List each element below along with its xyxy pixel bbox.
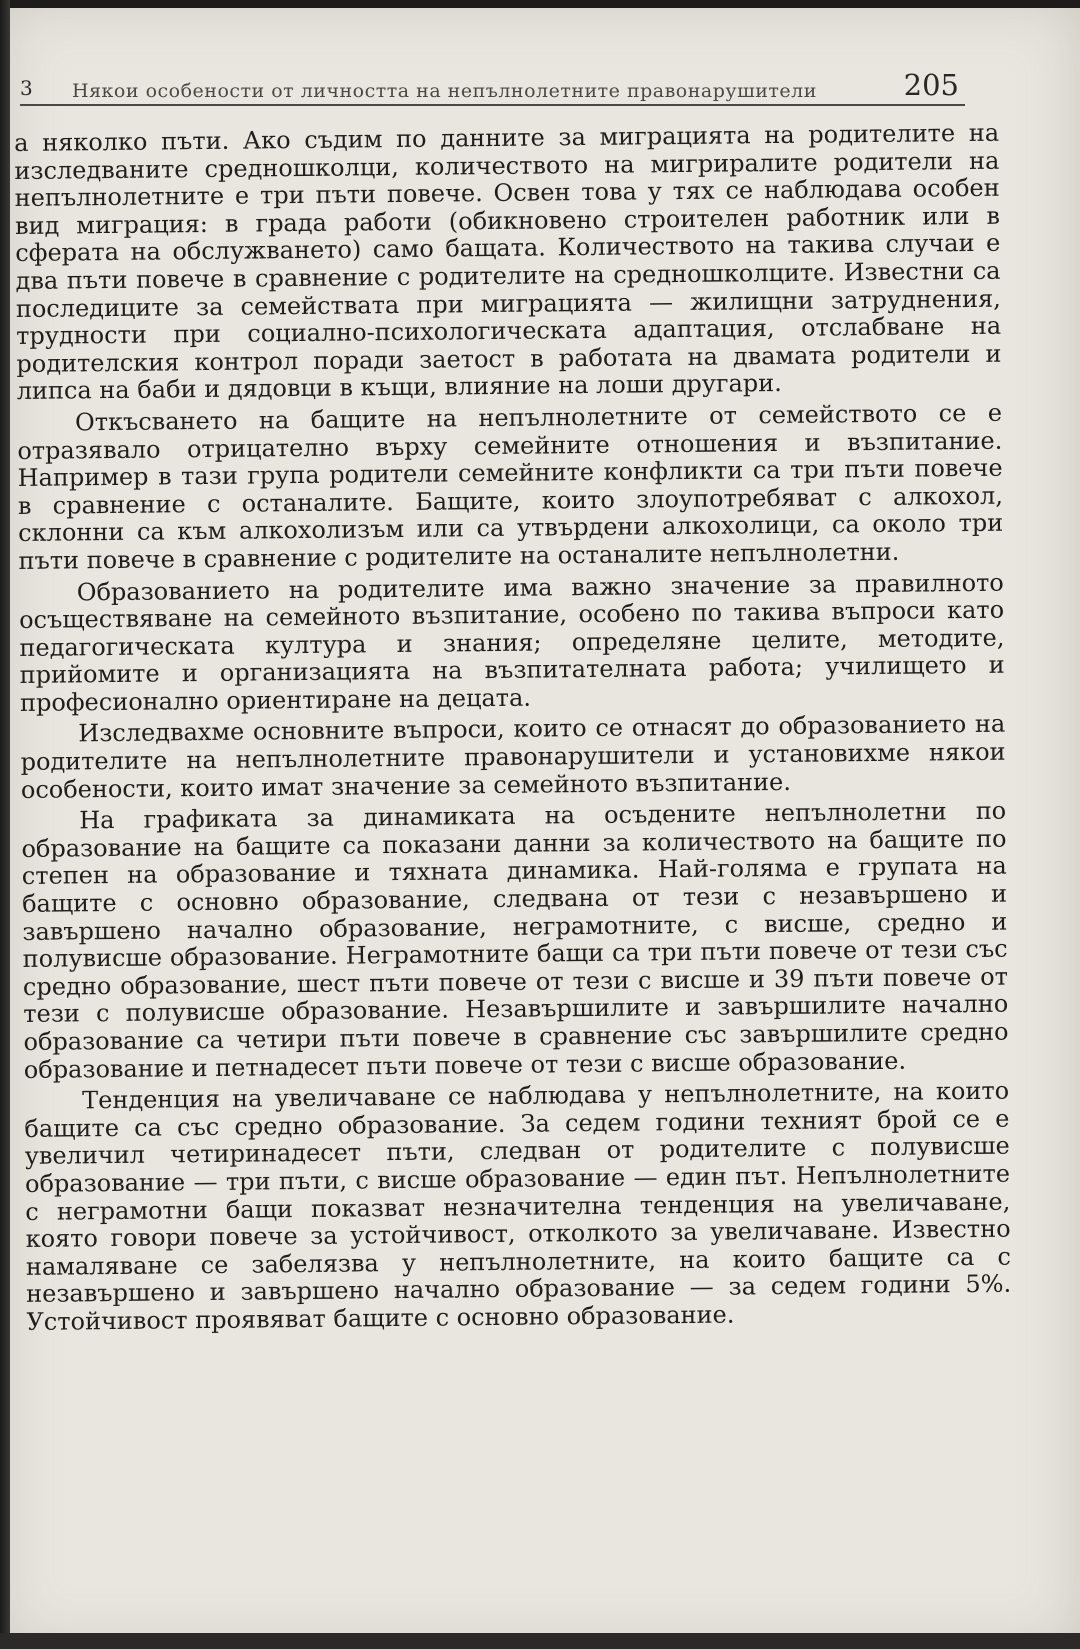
page-bottom-shadow <box>0 1633 1080 1649</box>
paragraph: Изследвахме основните въпроси, които се отнасят до образованието на родителите на непълнолетните правонарушители и установихме някои особености, които имат значение за семейното възпитание. <box>20 710 1006 804</box>
running-title: Някои особености от личността на непълнолетните правонарушители <box>72 80 817 102</box>
paragraph: На графиката за динамиката на осъдените непълнолетни по образование на бащите са показани данни за количеството на бащите по степен на образование и тяхната динамика. Най-голяма е групата на бащите с основно образование, следвана от тези с незавършено и завършено начално образование, неграмотните, с висше, средно и полувисше образование. Неграмотните бащи са три пъти повече от тези със средно образование, шест пъти повече от тези с висше и 39 пъти повече от тези с полувисше образование. Незавършилите и завършилите начално образование са четири пъти повече в сравнение със завършилите средно образование и петнадесет пъти повече от тези с висше образование. <box>21 796 1009 1084</box>
body-text <box>14 120 1012 1341</box>
page-top-shadow <box>0 0 1080 8</box>
header-mark: 3 <box>20 76 33 100</box>
paragraph: Образованието на родителите има важно значение за правилното осъществяване на семейното възпитание, особено по такива въпроси като педагогическата култура и знания; определяне целите, методите, прийомите и организацията на възпитателната работа; училището и професионално ориентиране на децата. <box>18 568 1005 717</box>
paragraph: Тенденция на увеличаване се наблюдава у непълнолетните, на които бащите са със средно образование. За седем години техният брой се е увеличил четиринадесет пъти, следван от родителите с полувисше образование — три пъти, с висше образование — един път. Непълнолетните с неграмотни бащи показват незначителна тенденция на увеличаване, която говори повече за устойчивост, отколкото за увеличаване. Известно намаляване се забелязва у непълнолетните, на които бащите са с незавършено и завършено начално образование — за седем години 5%. Устойчивост проявяват бащите с основно образование. <box>24 1076 1012 1336</box>
paragraph: Откъсването на бащите на непълнолетните от семейството се е отразявало отрицателно върху семейните отношения и възпитание. Например в тази група родители семейните конфликти са три пъти повече в сравнение с останалите. Бащите, които злоупотребяват с алкохол, склонни са към алкохолизъм или са утвърдени алкохолици, са около три пъти повече в сравнение с родителите на останалите непълнолетни. <box>17 398 1004 575</box>
running-header <box>20 66 965 106</box>
paragraph: а няколко пъти. Ако съдим по данните за миграцията на родителите на изследваните средношколци, количеството на мигриралите родители на непълнолетните е три пъти повече. Освен това у тях се наблюдава особен вид миграция: в града работи (обикновено строителен работник или в сферата на обслужването) само бащата. Количеството на такива случаи е два пъти повече в сравнение с родителите на средношколците. Известни са последиците за семействата при миграцията — жилищни затруднения, трудности при социално-психологическата адаптация, отслабване на родителския контрол поради заетост в работата на двамата родители и липса на баби и дядовци в къщи, влияние на лоши другари. <box>13 118 1002 406</box>
page-number: 205 <box>903 68 959 102</box>
binding-edge <box>0 0 10 1649</box>
